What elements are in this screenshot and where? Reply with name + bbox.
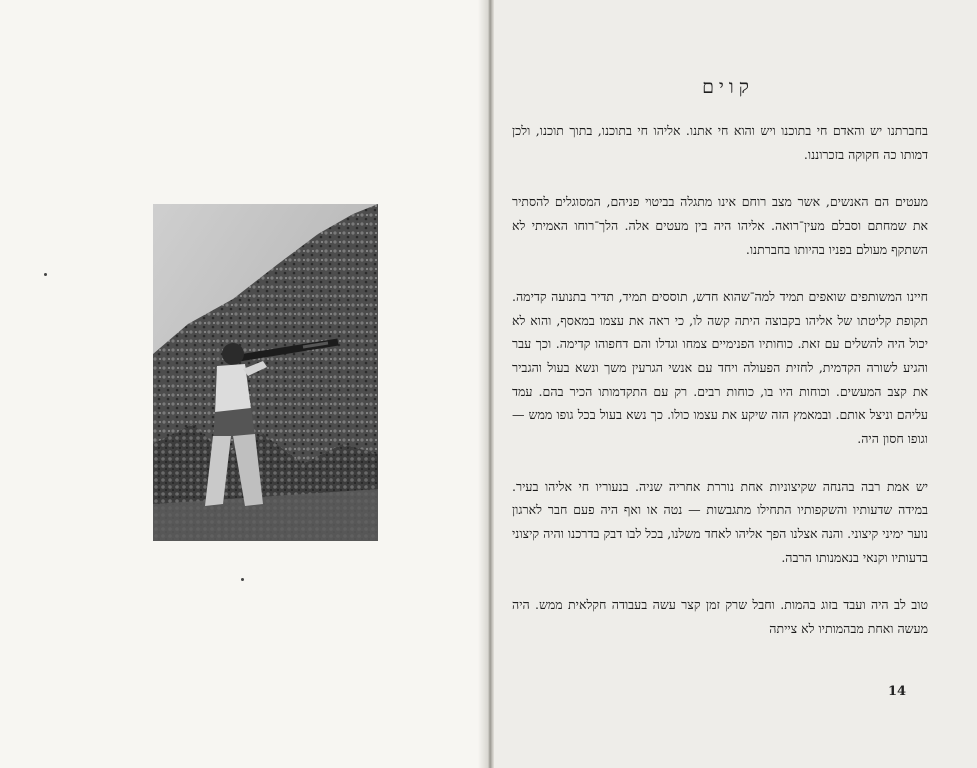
photo-image [153, 204, 378, 541]
body-text [512, 119, 928, 664]
head [222, 343, 244, 365]
paragraph: חיינו המשותפים שואפים תמיד למה־שהוא חדש, תוססים תמיד, תדיר בתנועה קדימה. תקופת קליטתו של אליהו בקבוצה היתה קשה לו, כי ראה את עצמו במאסף, והוא לא יכול היה להשלים עם זאת. כוחותיו הפנימיים צמחו וגדלו והם דחפוהו קדימה. וכך עבר והגיע לשורה הקדמית, לחזית הפעולה ויחד עם אנשי הגרעין משך ונשא בעול והגביר את קצב המעשים. וכוחות היו בו, כוחות רבים. רק עם התקדמותו הכיר בהם. עמד עליהם וניצל אותם. ובמאמץ הזה שיקע את עצמו כולו. כך נשא בעול בכל גופו ממש — וגופו חסון היה. [512, 288, 928, 447]
paragraph: טוב לב היה ועבד בזוג בהמות. וחבל שרק זמן קצר עשה בעבודה חקלאית ממש. היה מעשה ואחת מבהמותיו לא צייתה [512, 597, 928, 636]
paragraph: בחברתנו יש והאדם חי בתוכנו ויש והוא חי אתנו. אליהו חי בתוכנו, בתוך תוכנו, ולכן דמותו כה חקוקה בזכרוננו. [512, 123, 928, 162]
left-page [0, 0, 487, 768]
speck [241, 578, 244, 581]
page-number: 14 [888, 684, 907, 699]
speck [44, 273, 47, 276]
photograph-man-aiming-rifle [153, 204, 378, 541]
chapter-title: קוים [702, 76, 754, 98]
paragraph: יש אמת רבה בהנחה שקיצוניות אחת נוררת אחריה שניה. בנעוריו חי אליהו בעיר. במידה שדעותיו והשקפותיו התחילו מתגבשות — נטה או ואף היה פעם חבר לארגון נוער ימיני קיצוני. והנה אצלנו הפך אליהו לאחד משלנו, בכל לבו דבק בדרכנו והיה קיצוני בדעותיו וקנאי בנאמנותו הרבה. [512, 478, 928, 565]
paragraph: מעטים הם האנשים, אשר מצב רוחם אינו מתגלה בביטוי פניהם, המסוגלים להסתיר את שמחתם וסבלם מעין־רואה. אליהו היה בין מעטים אלה. הלך־רוחו האמיתי לא השתקף מעולם בפניו בהיותו בחברתנו. [512, 194, 928, 257]
